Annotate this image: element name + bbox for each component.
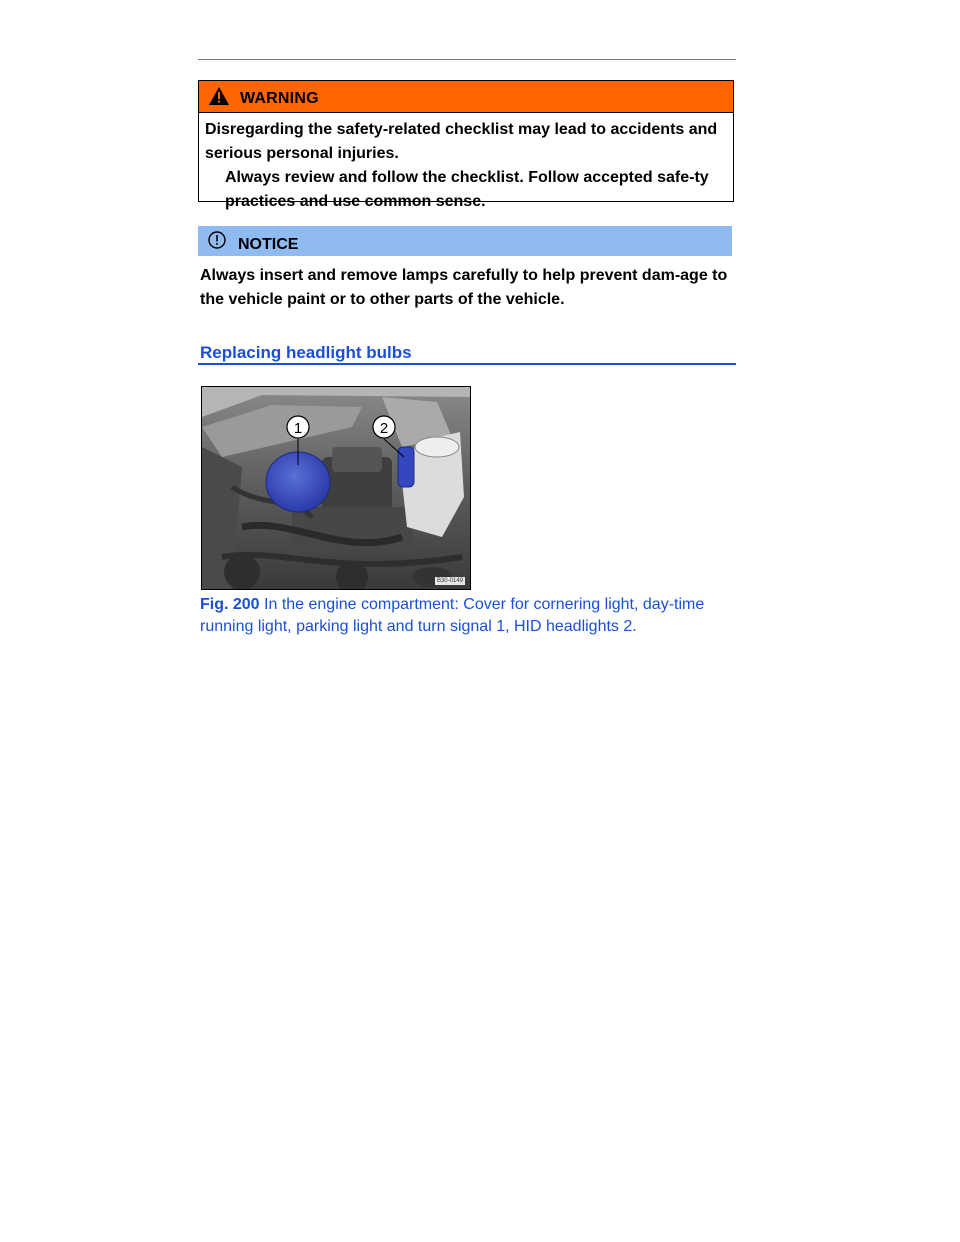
figure-caption	[200, 594, 740, 638]
figure-number: Fig. 200	[200, 596, 260, 613]
warning-header	[199, 81, 733, 113]
callout-2-label: 2	[379, 420, 389, 437]
notice-title: NOTICE	[238, 236, 299, 253]
warning-triangle-icon	[209, 87, 229, 105]
top-rule	[198, 59, 736, 60]
section-rule	[198, 363, 736, 365]
engine-compartment-figure	[201, 386, 471, 590]
engine-compartment-illustration	[202, 387, 470, 589]
figure-caption-text: In the engine compartment: Cover for cornering light, day-time running light, parking light and turn signal 1, HID headlights 2.	[200, 596, 705, 635]
warning-instruction: Always review and follow the checklist. Follow accepted safe-ty practices and use common sense.	[225, 169, 709, 210]
notice-text: Always insert and remove lamps carefully to help prevent dam-age to the vehicle paint or to other parts of the vehicle.	[200, 267, 728, 308]
exclamation-circle-icon	[208, 231, 226, 249]
warning-body	[199, 113, 733, 214]
figure-code: B30-0149	[436, 578, 463, 584]
warning-title: WARNING	[240, 90, 319, 107]
warning-text: Disregarding the safety-related checklist may lead to accidents and serious personal injuries.	[205, 121, 718, 162]
section-heading: Replacing headlight bulbs	[200, 343, 412, 362]
warning-box	[198, 80, 734, 210]
notice-header	[198, 226, 732, 256]
callout-1-label: 1	[293, 420, 303, 437]
